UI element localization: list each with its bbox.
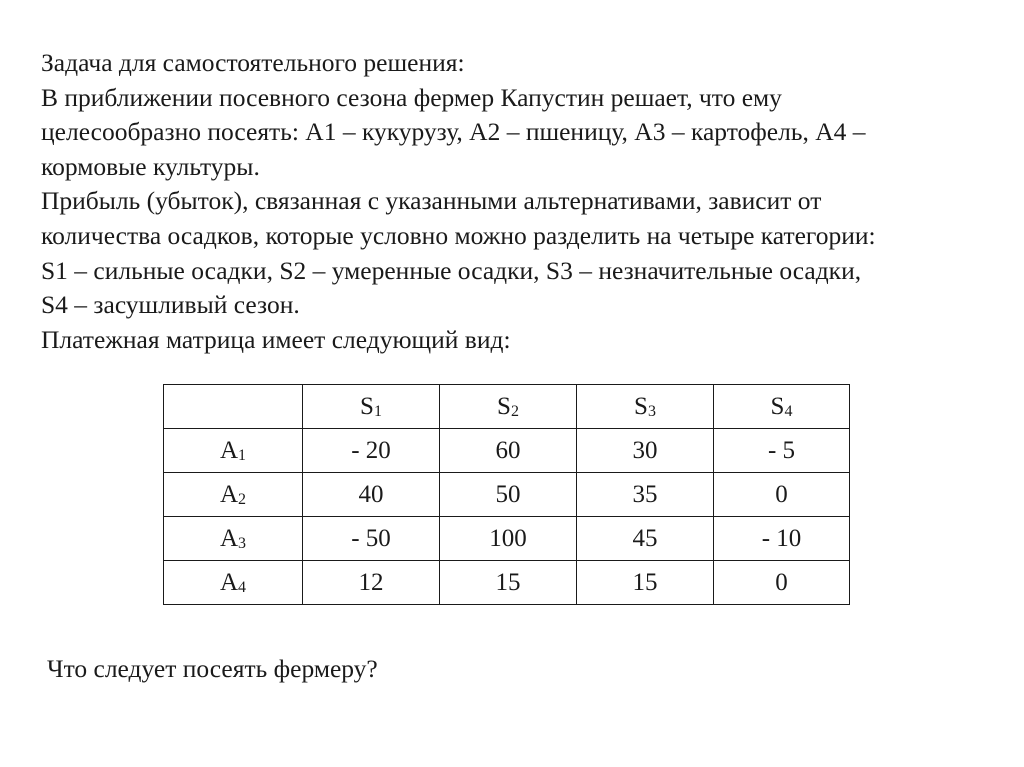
text-line: S1 – сильные осадки, S2 – умеренные осадки, S3 – незначительные осадки, xyxy=(41,255,862,285)
table-cell: 35 xyxy=(577,473,714,517)
row-header: А3 xyxy=(164,517,303,561)
question-text: Что следует посеять фермеру? xyxy=(47,654,378,683)
column-header: S3 xyxy=(577,385,714,429)
text-line: количества осадков, которые условно можно разделить на четыре категории: xyxy=(41,220,876,250)
row-header: А2 xyxy=(164,473,303,517)
table-row xyxy=(164,517,850,561)
text-line: S4 – засушливый сезон. xyxy=(41,290,300,320)
table-cell: 100 xyxy=(440,517,577,561)
text-line: кормовые культуры. xyxy=(41,151,260,181)
header-row xyxy=(164,385,850,429)
table-cell: 50 xyxy=(440,473,577,517)
payoff-matrix xyxy=(163,384,850,605)
table-row xyxy=(164,473,850,517)
table-cell: 0 xyxy=(714,561,850,605)
table-cell: - 50 xyxy=(303,517,440,561)
text-line: В приближении посевного сезона фермер Капустин решает, что ему xyxy=(41,82,782,112)
row-header: А4 xyxy=(164,561,303,605)
table-cell: - 10 xyxy=(714,517,850,561)
corner-cell xyxy=(164,385,303,429)
table-row xyxy=(164,561,850,605)
column-header: S1 xyxy=(303,385,440,429)
table-cell: 40 xyxy=(303,473,440,517)
column-header: S2 xyxy=(440,385,577,429)
table-row xyxy=(164,429,850,473)
table-cell: - 20 xyxy=(303,429,440,473)
text-line: Задача для самостоятельного решения: xyxy=(41,48,465,77)
text-line: целесообразно посеять: А1 – кукурузу, А2 – пшеницу, А3 – картофель, А4 – xyxy=(41,117,866,147)
table-cell: 45 xyxy=(577,517,714,561)
text-line: Прибыль (убыток), связанная с указанными альтернативами, зависит от xyxy=(41,186,822,216)
table-cell: 30 xyxy=(577,429,714,473)
column-header: S4 xyxy=(714,385,850,429)
table-cell: - 5 xyxy=(714,429,850,473)
table-cell: 15 xyxy=(577,561,714,605)
text-line: Платежная матрица имеет следующий вид: xyxy=(41,324,511,354)
problem-statement xyxy=(41,46,1001,357)
row-header: А1 xyxy=(164,429,303,473)
table-cell: 60 xyxy=(440,429,577,473)
table-cell: 0 xyxy=(714,473,850,517)
table-cell: 12 xyxy=(303,561,440,605)
table-cell: 15 xyxy=(440,561,577,605)
